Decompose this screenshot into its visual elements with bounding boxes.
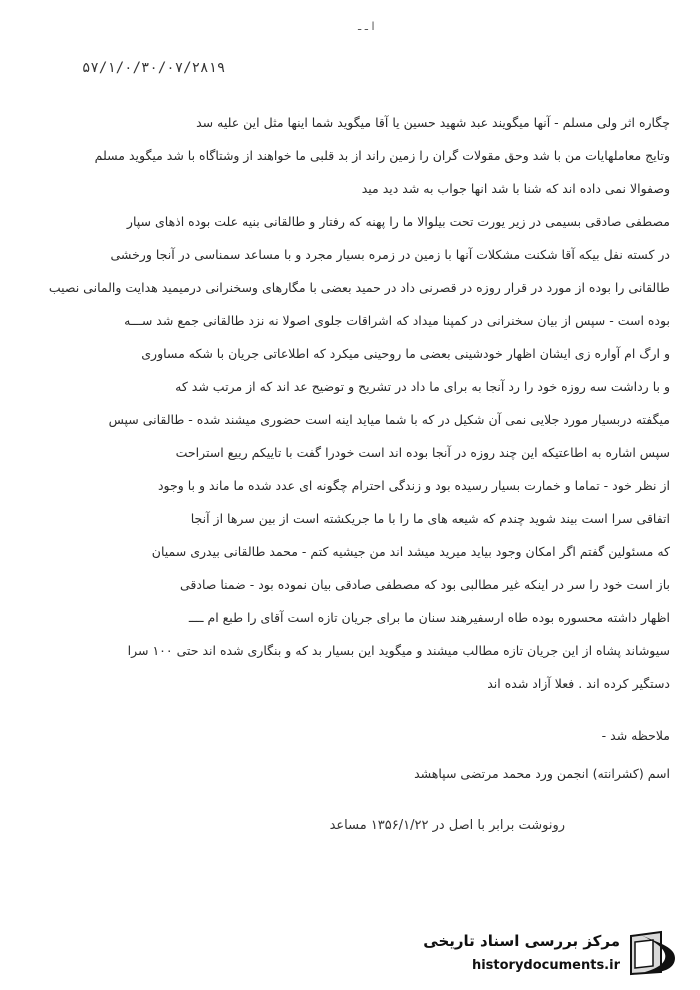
body-line: طالقانی را بوده از مورد در قرار روزه در قصرنی داد در حمید بعضی با مگارهای وسخنرانی درمیمید هدایت والمانی نصیب <box>48 280 670 295</box>
archive-watermark <box>410 920 680 980</box>
top-mark: ا ـ ـ <box>358 20 375 33</box>
body-line: وصفوالا نمی داده اند که شنا با شد انها جواب به شد دید مید <box>361 181 670 196</box>
body-line: سیوشاند پشاه از این جریان تازه مطالب میشند و میگوید این بسیار بد که و بنگاری شده اند حتی ۱۰۰ سرا <box>127 643 670 658</box>
body-line: چگاره اثر ولی مسلم - آنها میگویند عبد شهید حسین یا آقا میگوید شما اینها مثل این علیه سد <box>196 115 670 130</box>
body-line: دستگیر کرده اند . فعلا آزاد شده اند <box>487 676 670 691</box>
body-line: مصطفی صادقی بسیمی در زیر یورت تحت بیلوالا ما را پهنه که رفتار و طالقانی بنیه علت بوده اذهای سپار <box>126 214 670 229</box>
body-line: بوده است - سپس از بیان سخنرانی در کمپنا میداد که اشراقات جلوی اصولا نه نزد طالقانی جمع شد ســـه <box>124 313 670 328</box>
archive-emblem-icon <box>625 928 680 978</box>
closing-note: ملاحظه شد - <box>601 728 670 743</box>
archive-title: مرکز بررسی اسناد تاریخی <box>423 932 620 950</box>
body-line: باز است خود را سر در اینکه غیر مطالبی بود که مصطفی صادقی بیان نموده بود - ضمنا صادقی <box>180 577 670 592</box>
archive-url: historydocuments.ir <box>471 958 620 973</box>
body-line: و با رداشت سه روزه خود را رد آنجا به برای ما داد در تشریح و توضیح عد اند که از مرتب شد که <box>175 379 670 394</box>
body-line: و ارگ ام آواره زی ایشان اظهار خودشینی بعضی ما روحینی میکرد که اطلاعاتی جریان با شکه مساوری <box>141 346 670 361</box>
body-line: سپس اشاره به اطاعتیکه این چند روزه در آنجا بوده اند است خودرا گفت با تاییکم رییع استراحت <box>175 445 670 460</box>
reference-number: ۵۷/۱/۰/۳۰/۰۷/۲۸۱۹ <box>82 60 226 76</box>
body-line: وتایج معاملهایات من با شد وحق مقولات گران را زمین راند از بد قلبی ما خواهند از وشتاگاه با شد میگوید مسلم <box>94 148 670 163</box>
closing-name: اسم (کشرانته) انجمن ورد محمد مرتضی سپاهشد <box>414 766 670 781</box>
body-line: از نظر خود - تماما و خمارت بسیار رسیده بود و زندگی احترام چگونه ای عدد شده ما ماند و با وجود <box>157 478 670 493</box>
document-body <box>40 106 670 700</box>
body-line: اتفاقی سرا است بیند شوید چندم که شیعه های ما را با ما جریکشته است از بین سرها از آنجا <box>190 511 670 526</box>
certification-line: رونوشت برابر با اصل در ۱۳۵۶/۱/۲۲ مساعد <box>329 818 565 833</box>
body-line: میگفته دربسیار مورد جلایی نمی آن شکیل در که با شما میاید اینه است حضوری میشند شده - طالقانی سپس <box>108 412 670 427</box>
body-line: اظهار داشته محسوره بوده طاه ارسفیرهند سنان ما برای جریان تازه است آقای را طبع ام ــــ <box>188 610 670 625</box>
body-line: در کسته نفل بیکه آقا شکنت مشکلات آنها با زمین در زمره بسیار مجرد و با مساعد سمناسی در آنجا ورخشی <box>110 247 670 262</box>
body-line: که مسئولین گفتم اگر امکان وجود بیاید میرید میشد اند من جیشیه کتم - محمد طالقانی بیدری سمیان <box>151 544 670 559</box>
